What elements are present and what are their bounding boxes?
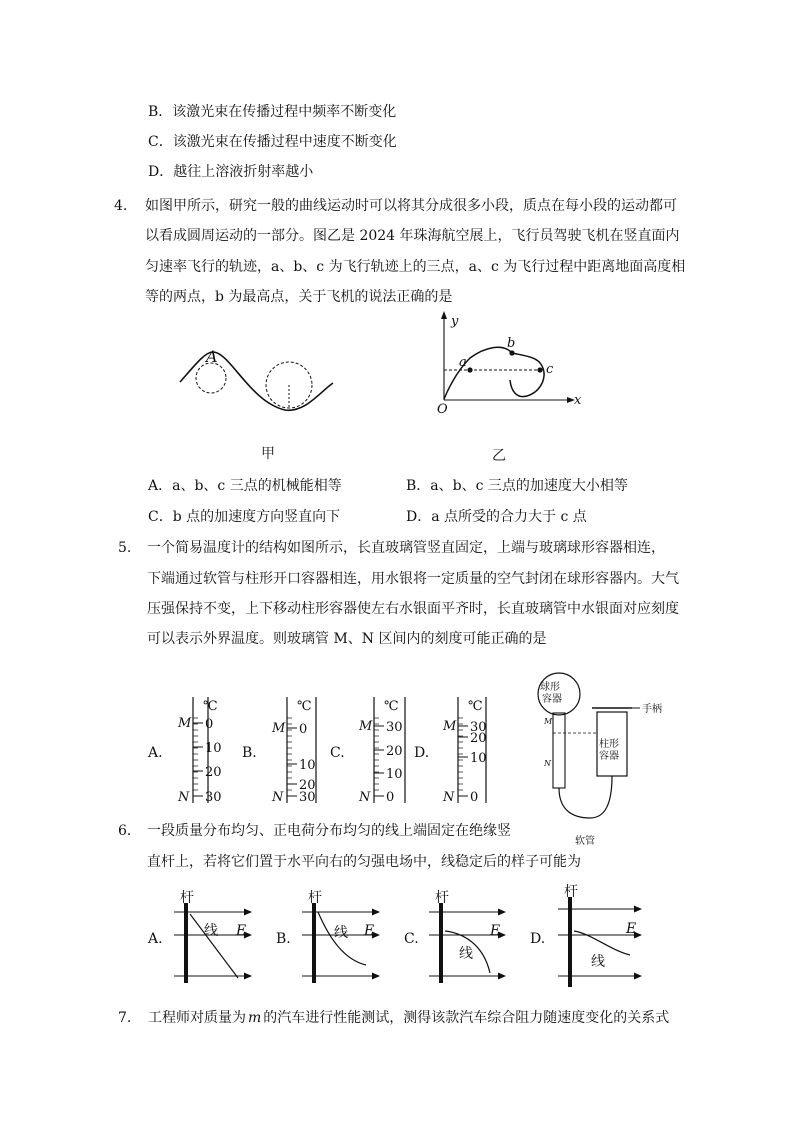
q5-stem-line3: 压强保持不变，上下移动柱形容器使左右水银面平齐时，长直玻璃管中水银面对应刻度 bbox=[147, 601, 679, 617]
q5-apparatus-m: M bbox=[544, 717, 553, 726]
q6-wire-label: 线 bbox=[591, 954, 605, 970]
q5-label-n: N bbox=[272, 790, 284, 805]
q4-jia-label-a: A bbox=[206, 347, 218, 366]
q6-wire-label: 线 bbox=[204, 923, 218, 939]
q7-text-b: 的汽车进行性能测试，测得该款汽车综合阻力随速度变化的关系式 bbox=[263, 1010, 670, 1026]
q4-yi-point-b: b bbox=[507, 336, 516, 351]
q5-number: 5. bbox=[118, 540, 132, 556]
q5-tick-label: 0 bbox=[470, 790, 479, 805]
q4-yi-point-c: c bbox=[546, 362, 554, 377]
q6-option-label: C. bbox=[404, 931, 419, 947]
q6-rod-label: 杆 bbox=[308, 890, 322, 906]
q5-handle-label: 手柄 bbox=[642, 704, 662, 715]
q6-option-label: A. bbox=[148, 931, 163, 947]
q3-option-d: D．越往上溶液折射率越小 bbox=[148, 164, 314, 180]
q5-tick-label: 10 bbox=[470, 751, 487, 766]
q5-stem-line4: 可以表示外界温度。则玻璃管 M、N 区间内的刻度可能正确的是 bbox=[147, 631, 547, 647]
q4-yi-point-a: a bbox=[459, 355, 467, 370]
q5-tick-label: 10 bbox=[299, 758, 316, 773]
q7-stem-line1 bbox=[148, 1008, 669, 1028]
q3-option-c: C．该激光束在传播过程中速度不断变化 bbox=[148, 134, 397, 150]
q6-option-label: B. bbox=[276, 931, 291, 947]
q5-label-n: N bbox=[443, 790, 455, 805]
q5-cylinder-label-1: 柱形 bbox=[599, 739, 619, 750]
q5-tick-label: 20 bbox=[470, 731, 487, 746]
q5-label-n: N bbox=[359, 790, 371, 805]
q4-stem-line4: 等的两点，b 为最高点，关于飞机的说法正确的是 bbox=[145, 289, 453, 305]
q5-label-m: M bbox=[178, 716, 192, 731]
q5-unit-label: ℃ bbox=[384, 699, 399, 714]
q4-option-a: A．a、b、c 三点的机械能相等 bbox=[148, 478, 342, 494]
q6-option-label: D. bbox=[530, 931, 546, 947]
q5-label-n: N bbox=[178, 790, 190, 805]
q6-option-b bbox=[276, 889, 380, 983]
q6-rod-label: 杆 bbox=[180, 890, 194, 906]
q5-tick-label: 20 bbox=[386, 744, 403, 759]
q6-rod-label: 杆 bbox=[435, 890, 449, 906]
q5-tick-label: 30 bbox=[386, 720, 403, 735]
q5-option-label: A. bbox=[148, 745, 163, 761]
q6-option-d bbox=[530, 883, 642, 987]
q6-field-label: E bbox=[364, 923, 375, 939]
q5-tick-label: 0 bbox=[299, 722, 308, 737]
q6-number: 6． bbox=[118, 823, 141, 839]
q5-option-label: B. bbox=[242, 745, 257, 761]
q4-option-b: B．a、b、c 三点的加速度大小相等 bbox=[406, 478, 628, 494]
q4-option-d: D．a 点所受的合力大于 c 点 bbox=[406, 509, 587, 525]
q5-tick-label: 20 bbox=[299, 778, 316, 793]
q4-option-c: C．b 点的加速度方向竖直向下 bbox=[148, 509, 341, 525]
q6-option-a bbox=[147, 889, 252, 983]
q5-tick-label: 30 bbox=[205, 790, 222, 805]
q5-label-m: M bbox=[272, 721, 286, 736]
q5-tick-label: 0 bbox=[386, 790, 395, 805]
q5-tick-label: 10 bbox=[386, 767, 403, 782]
q3-option-b: B．该激光束在传播过程中频率不断变化 bbox=[148, 104, 397, 120]
q6-field-label: E bbox=[626, 921, 637, 937]
q5-option-label: C. bbox=[330, 745, 345, 761]
q5-apparatus-n: N bbox=[544, 759, 551, 768]
q5-tick-label: 30 bbox=[470, 720, 487, 735]
q5-label-m: M bbox=[359, 719, 373, 734]
q5-tick-label: 20 bbox=[205, 765, 222, 780]
q4-jia-caption: 甲 bbox=[261, 446, 275, 462]
q5-unit-label: ℃ bbox=[203, 699, 218, 714]
q5-stem-line2: 下端通过软管与柱形开口容器相连，用水银将一定质量的空气封闭在球形容器内。大气 bbox=[147, 571, 679, 587]
q6-wire-label: 线 bbox=[334, 925, 348, 941]
q5-unit-label: ℃ bbox=[468, 699, 483, 714]
q6-stem-line2: 直杆上，若将它们置于水平向右的匀强电场中，线稳定后的样子可能为 bbox=[147, 854, 581, 870]
q5-tick-label: 30 bbox=[299, 790, 316, 805]
q5-tick-label: 0 bbox=[205, 717, 214, 732]
q7-number: 7. bbox=[118, 1010, 132, 1026]
q6-wire-label: 线 bbox=[459, 946, 473, 962]
q5-label-m: M bbox=[443, 719, 457, 734]
q5-unit-label: ℃ bbox=[297, 699, 312, 714]
q4-yi-axis-x: x bbox=[574, 393, 582, 408]
q5-stem-line1: 一个简易温度计的结构如图所示，长直玻璃管竖直固定，上端与玻璃球形容器相连， bbox=[147, 540, 665, 556]
q6-field-label: E bbox=[236, 923, 247, 939]
q5-sphere-label-1: 球形 bbox=[540, 682, 560, 693]
q7-text-a: 工程师对质量为 bbox=[148, 1010, 246, 1026]
q6-option-c bbox=[404, 889, 506, 983]
q4-stem-line2: 以看成圆周运动的一部分。图乙是 2024 年珠海航空展上，飞行员驾驶飞机在竖直面内 bbox=[145, 228, 680, 244]
q4-number: 4. bbox=[114, 198, 128, 214]
q4-yi-origin: O bbox=[437, 402, 448, 417]
q6-rod-label: 杆 bbox=[564, 884, 578, 900]
q4-yi-caption: 乙 bbox=[492, 448, 506, 464]
q6-field-label: E bbox=[490, 923, 501, 939]
q4-yi-axis-y: y bbox=[451, 314, 459, 329]
q5-option-label: D. bbox=[414, 745, 430, 761]
q5-hose-label: 软管 bbox=[575, 836, 595, 847]
q6-stem-line1: 一段质量分布均匀、正电荷分布均匀的线上端固定在绝缘竖 bbox=[147, 823, 511, 839]
q4-stem-line3: 匀速率飞行的轨迹，a、b、c 为飞行轨迹上的三点，a、c 为飞行过程中距离地面高度相 bbox=[145, 259, 686, 275]
q5-tick-label: 10 bbox=[205, 741, 222, 756]
q4-stem-line1: 如图甲所示，研究一般的曲线运动时可以将其分成很多小段，质点在每小段的运动都可 bbox=[145, 198, 677, 214]
q7-mass-symbol: m bbox=[248, 1010, 262, 1026]
q5-sphere-label-2: 容器 bbox=[542, 694, 562, 705]
q5-cylinder-label-2: 容器 bbox=[599, 751, 619, 762]
